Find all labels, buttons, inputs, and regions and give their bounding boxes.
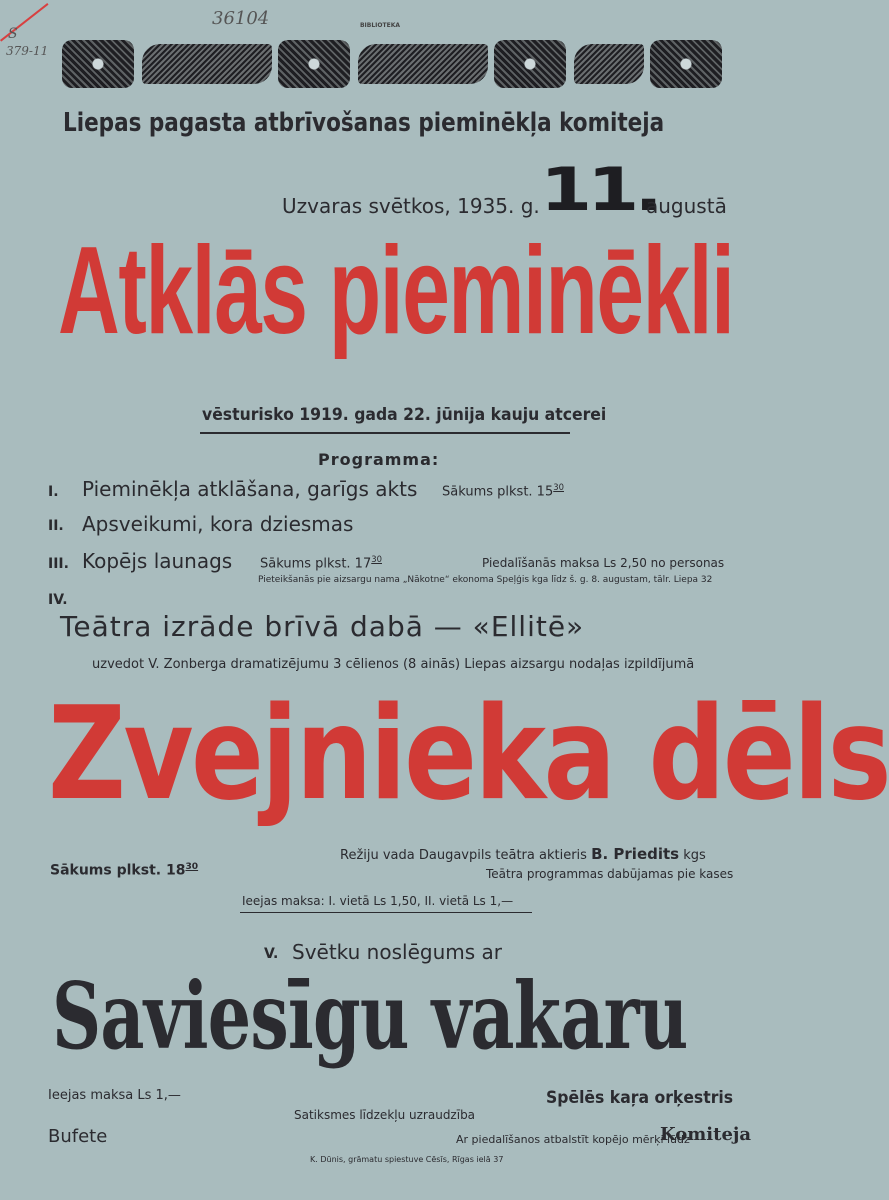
- date-day: 11.: [540, 155, 658, 225]
- program-numeral: III.: [48, 556, 69, 572]
- program-item-registration: Pieteikšanās pie aizsargu nama „Nākotne“ ekonoma Speļģis kga līdz š. g. 8. augustam, tālr. Liepa 32: [258, 575, 713, 585]
- program-item-text: Pieminēkļa atklāšana, garīgs akts: [82, 477, 418, 501]
- program-title: Programma:: [318, 450, 440, 469]
- finale-numeral: V.: [264, 946, 279, 962]
- committee-title: Liepas pagasta atbrīvošanas pieminēkļa komiteja: [63, 108, 665, 138]
- ornament-leaf: [574, 44, 644, 84]
- program-item-detail: uzvedot V. Zonberga dramatizējumu 3 cēlienos (8 ainās) Liepas aizsargu nodaļas izpildījumā: [92, 657, 695, 672]
- program-item-text: Teātra izrāde brīvā dabā — «Ellitē»: [60, 610, 585, 643]
- headline-subline: vēsturisko 1919. gada 22. jūnija kauju atcerei: [202, 405, 607, 425]
- ornament-leaf: [358, 44, 488, 84]
- program-item-fee: Piedalīšanās maksa Ls 2,50 no personas: [482, 556, 725, 570]
- ornament-medallion: [494, 40, 566, 88]
- finale-buffet: Bufete: [48, 1126, 108, 1147]
- tickets-underline: [240, 912, 532, 913]
- ornament-leaf: [142, 44, 272, 84]
- play-title: Zvejnieka dēls: [48, 680, 889, 829]
- committee-signature: Komiteja: [660, 1124, 752, 1145]
- program-item-start: Sākums plkst. $15^{30}$: [442, 482, 564, 500]
- play-programs-note: Teātra programmas dabūjamas pie kases: [486, 867, 734, 881]
- program-item-text: Apsveikumi, kora dziesmas: [82, 512, 354, 536]
- program-item-text: Kopējs launags: [82, 549, 233, 573]
- program-numeral: I.: [48, 484, 59, 500]
- program-numeral: II.: [48, 518, 64, 534]
- margin-code: 379-11: [6, 44, 49, 58]
- director-name: B. Priedits: [591, 845, 680, 863]
- play-start: Sākums plkst. $18^{30}$: [50, 862, 199, 879]
- date-prefix: Uzvaras svētkos, 1935. g.: [282, 194, 540, 218]
- finale-title: Saviesīgu vakaru: [52, 962, 688, 1070]
- ornament-medallion: [278, 40, 350, 88]
- play-director: Režiju vada Daugavpils teātra aktieris B. Priedits kgs: [340, 845, 706, 863]
- finale-support-note: Ar piedalīšanos atbalstīt kopējo mērķi lūdz: [456, 1133, 690, 1146]
- finale-text: Svētku noslēgums ar: [292, 940, 502, 964]
- ornament-medallion: [62, 40, 134, 88]
- program-item-start: Sākums plkst. $17^{30}$: [260, 554, 382, 572]
- program-numeral: IV.: [48, 592, 68, 608]
- margin-letter: S: [8, 26, 18, 42]
- library-stamp: BIBLIOTEKA: [359, 22, 401, 29]
- headline-main: Atklās pieminēkli: [58, 222, 734, 360]
- ornament-band: [62, 40, 722, 88]
- date-month: augustā: [646, 194, 727, 218]
- finale-orchestra: Spēlēs kaŗa orķestris: [546, 1088, 734, 1108]
- finale-entertainment: Satiksmes līdzekļu uzraudzība: [294, 1108, 476, 1122]
- play-tickets: Ieejas maksa: I. vietā Ls 1,50, II. vietā Ls 1,—: [242, 894, 514, 908]
- finale-entry: Ieejas maksa Ls 1,—: [48, 1088, 181, 1103]
- subline-underline: [200, 432, 570, 434]
- ornament-medallion: [650, 40, 722, 88]
- archive-number: 36104: [212, 8, 270, 29]
- printer-imprint: K. Dūnis, grāmatu spiestuve Cēsīs, Rīgas ielā 37: [310, 1155, 504, 1164]
